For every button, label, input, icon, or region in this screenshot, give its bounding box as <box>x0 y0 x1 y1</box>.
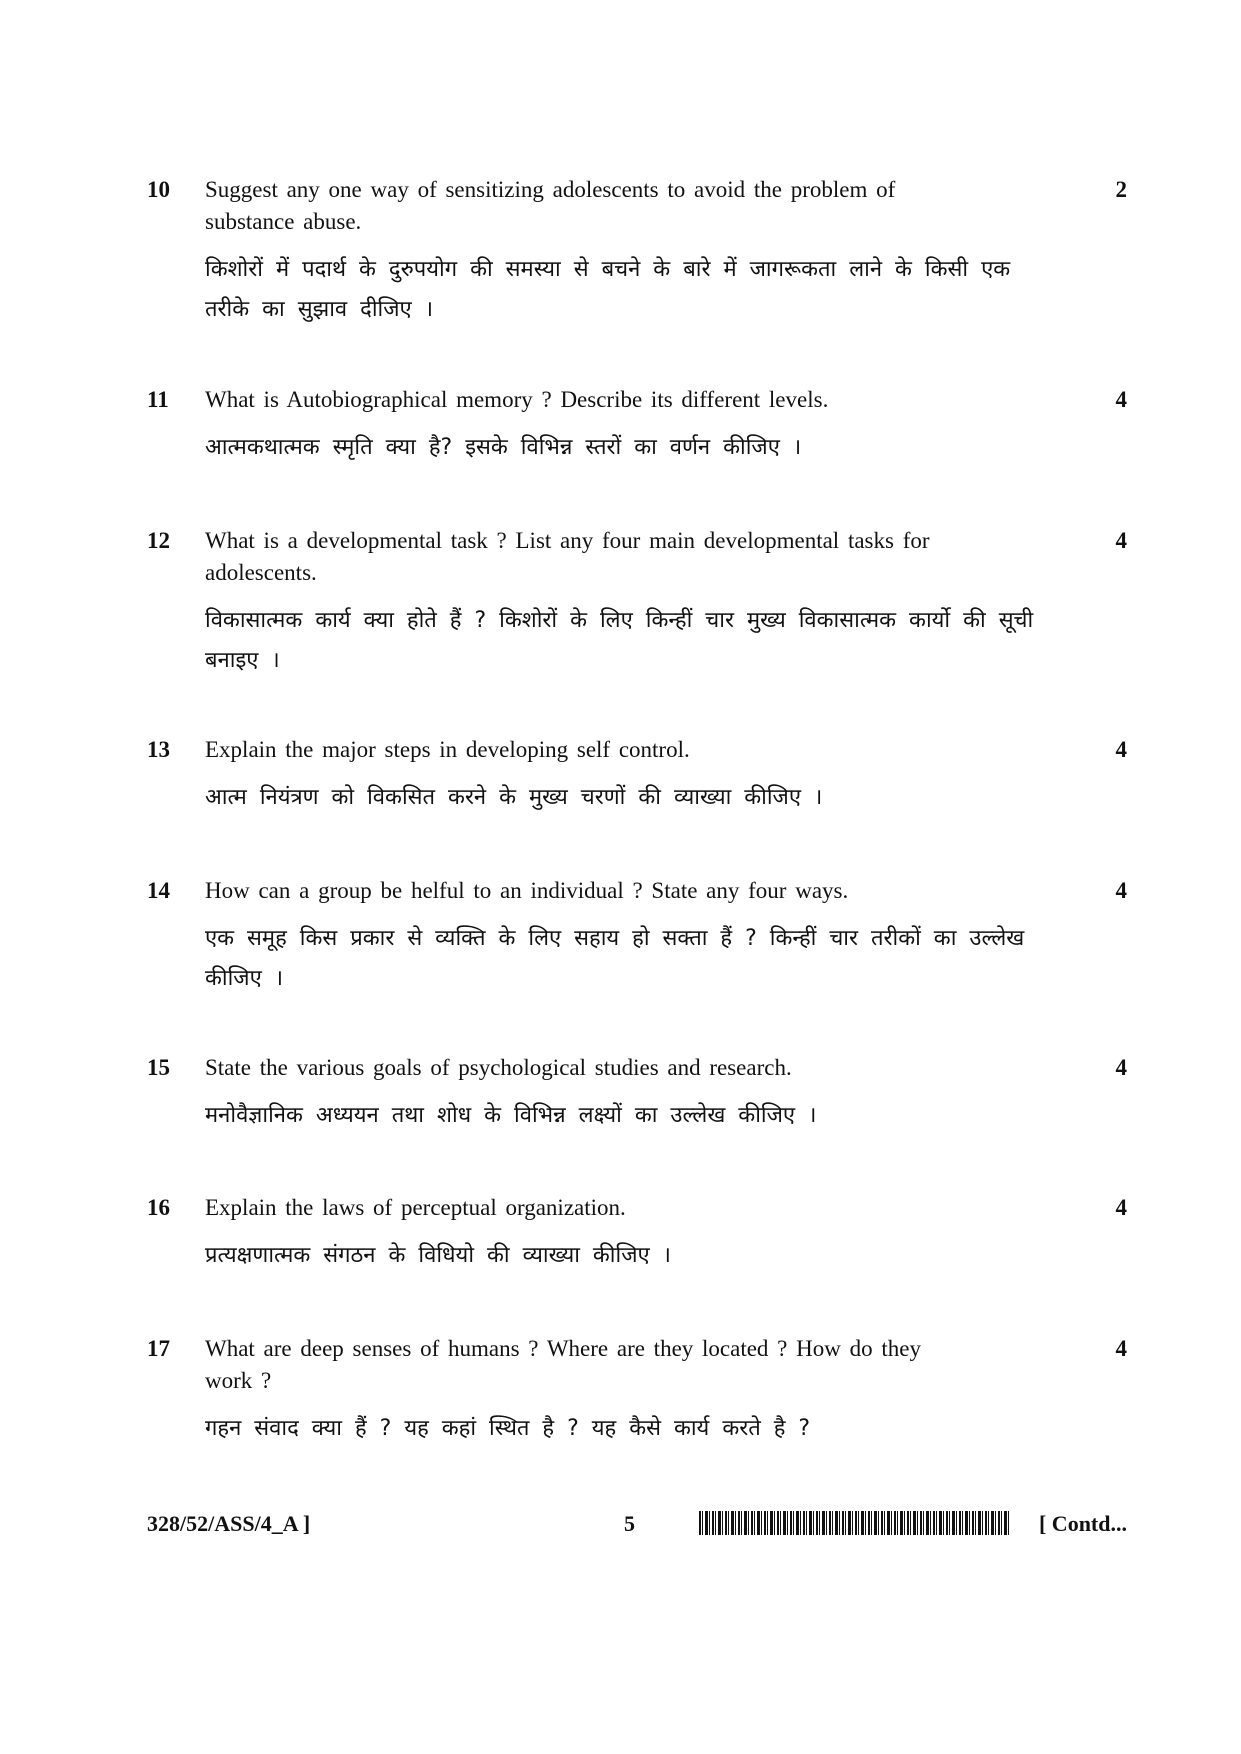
question-marks: 4 <box>1115 878 1127 903</box>
question-text-english: What are deep senses of humans ? Where are they located ? How do they work ? <box>205 1336 921 1393</box>
continued-label: [ Contd... <box>1038 1511 1127 1536</box>
question-body <box>205 1333 1065 1449</box>
question-marks: 4 <box>1115 387 1127 412</box>
question-marks: 4 <box>1115 1195 1127 1220</box>
question-text-english: Explain the laws of perceptual organization. <box>205 1195 626 1220</box>
question-number: 12 <box>147 528 170 553</box>
question-17 <box>147 1333 1127 1463</box>
question-body <box>205 1192 1065 1276</box>
question-marks: 4 <box>1115 1055 1127 1080</box>
question-text-english: Suggest any one way of sensitizing adolescents to avoid the problem of substance abuse. <box>205 177 896 234</box>
question-text-hindi: एक समूह किस प्रकार से व्यक्ति के लिए सहाय हो सक्ता हैं ? किन्हीं चार तरीकों का उल्लेख कीजिए । <box>205 926 1025 991</box>
question-body <box>205 525 1065 681</box>
question-number: 10 <box>147 177 170 202</box>
question-text-english: What is Autobiographical memory ? Describe its different levels. <box>205 387 829 412</box>
page-number: 5 <box>624 1511 635 1536</box>
question-marks: 4 <box>1115 1336 1127 1361</box>
question-15 <box>147 1052 1127 1142</box>
question-number: 15 <box>147 1055 170 1080</box>
question-number: 16 <box>147 1195 170 1220</box>
barcode-image <box>699 1511 1009 1535</box>
question-body <box>205 384 1065 468</box>
question-marks: 2 <box>1115 177 1127 202</box>
question-number: 14 <box>147 878 170 903</box>
question-number: 17 <box>147 1336 170 1361</box>
question-text-hindi: किशोरों में पदार्थ के दुरुपयोग की समस्या से बचने के बारे में जागरूकता लाने के किसी एक तरीके का सुझाव दीजिए । <box>205 257 1011 322</box>
question-body <box>205 875 1065 999</box>
question-body <box>205 174 1065 330</box>
question-text-english: State the various goals of psychological studies and research. <box>205 1055 792 1080</box>
question-body <box>205 734 1065 818</box>
question-text-english: Explain the major steps in developing self control. <box>205 737 690 762</box>
paper-code: 328/52/ASS/4_A ] <box>147 1511 311 1536</box>
question-10 <box>147 174 1127 324</box>
question-text-hindi: विकासात्मक कार्य क्या होते हैं ? किशोरों के लिए किन्हीं चार मुख्य विकासात्मक कार्यो की सूची बनाइए । <box>205 608 1034 673</box>
question-12 <box>147 525 1127 675</box>
page-footer <box>147 1507 1127 1541</box>
question-text-hindi: आत्मकथात्मक स्मृति क्या है? इसके विभिन्न स्तरों का वर्णन कीजिए । <box>205 435 802 460</box>
question-text-hindi: गहन संवाद क्या हैं ? यह कहां स्थित है ? यह कैसे कार्य करते है ? <box>205 1416 811 1441</box>
question-11 <box>147 384 1127 474</box>
question-13 <box>147 734 1127 824</box>
question-16 <box>147 1192 1127 1282</box>
question-number: 11 <box>147 387 169 412</box>
question-text-hindi: मनोवैज्ञानिक अध्ययन तथा शोध के विभिन्न लक्ष्यों का उल्लेख कीजिए । <box>205 1103 817 1128</box>
question-text-english: What is a developmental task ? List any four main developmental tasks for adolescents. <box>205 528 930 585</box>
question-text-hindi: आत्म नियंत्रण को विकसित करने के मुख्य चरणों की व्याख्या कीजिए । <box>205 785 823 810</box>
question-marks: 4 <box>1115 737 1127 762</box>
question-body <box>205 1052 1065 1136</box>
question-14 <box>147 875 1127 1005</box>
question-text-english: How can a group be helful to an individual ? State any four ways. <box>205 878 849 903</box>
question-marks: 4 <box>1115 528 1127 553</box>
question-number: 13 <box>147 737 170 762</box>
question-text-hindi: प्रत्यक्षणात्मक संगठन के विधियो की व्याख्या कीजिए । <box>205 1243 672 1268</box>
